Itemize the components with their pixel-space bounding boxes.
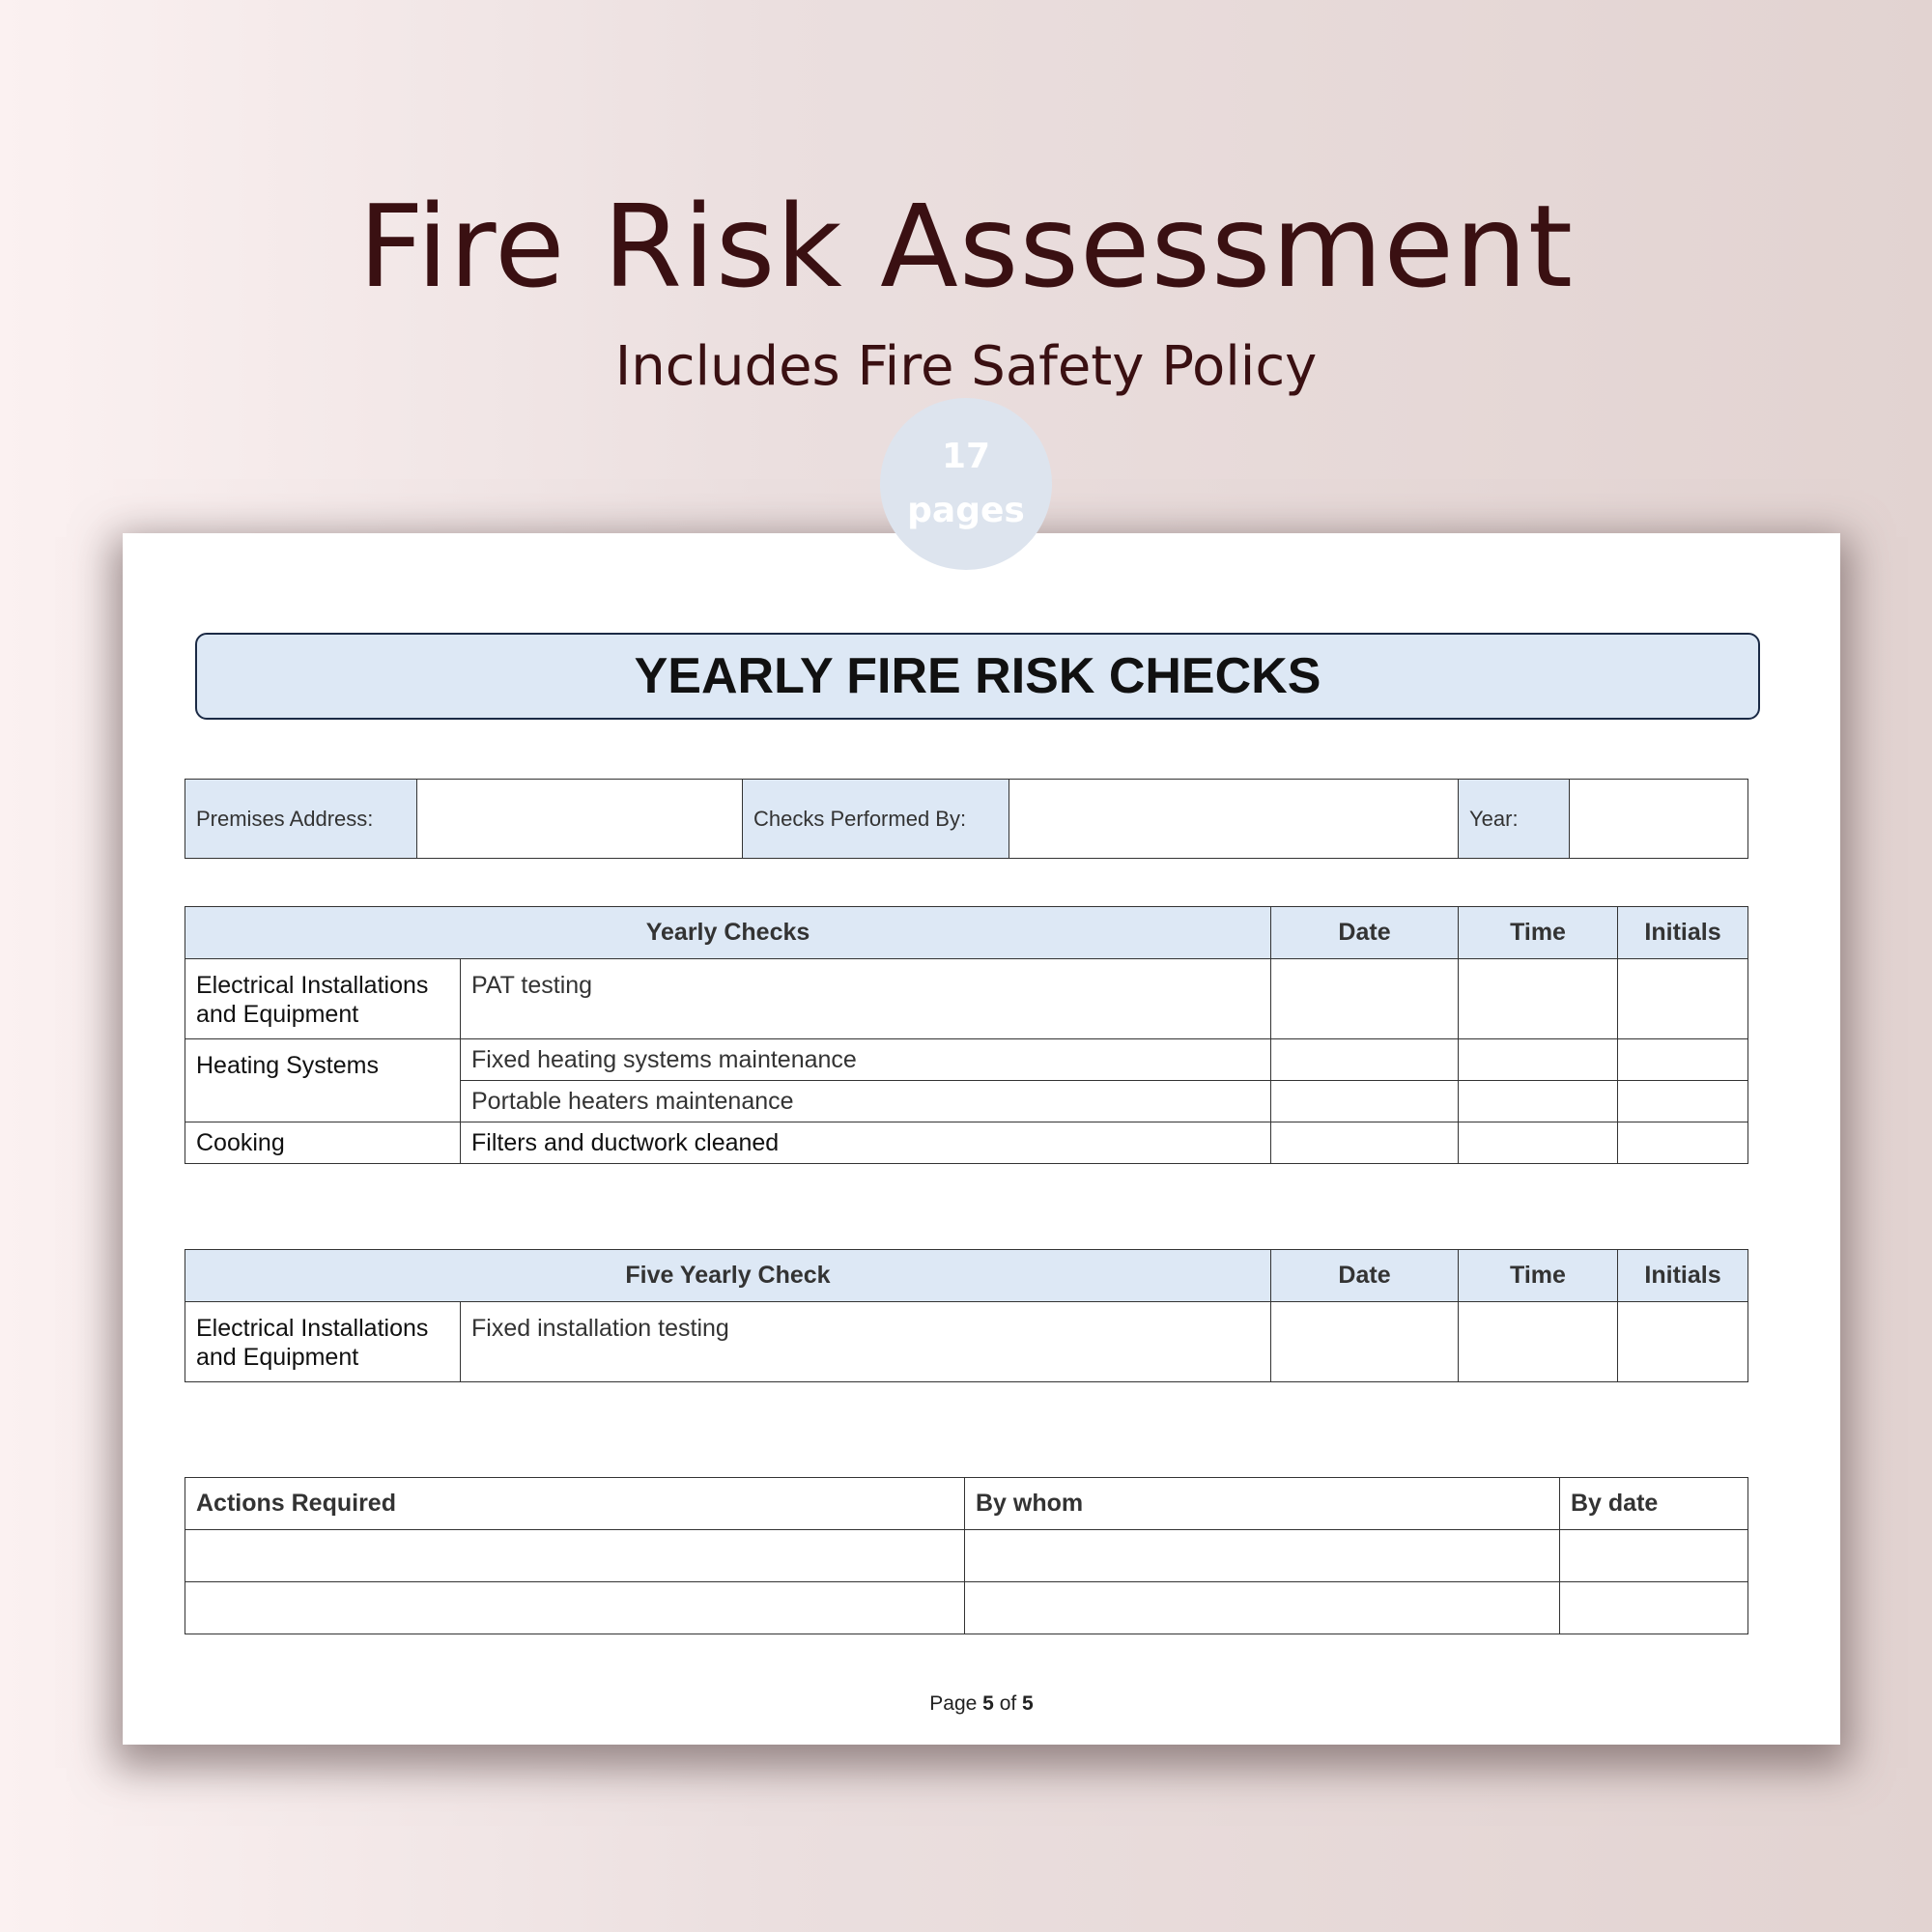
time-header: Time	[1459, 907, 1618, 959]
hero-subtitle: Includes Fire Safety Policy	[614, 335, 1318, 398]
table-row	[185, 1122, 1748, 1164]
premises-address-field[interactable]	[417, 780, 743, 859]
by-date-cell[interactable]	[1560, 1582, 1748, 1634]
check-item: Fixed installation testing	[461, 1302, 1271, 1382]
time-cell[interactable]	[1459, 1302, 1618, 1382]
of-word: of	[999, 1692, 1017, 1715]
date-cell[interactable]	[1271, 959, 1459, 1039]
checks-performed-by-label: Checks Performed By:	[743, 780, 1009, 859]
year-label: Year:	[1459, 780, 1570, 859]
checks-performed-by-field[interactable]	[1009, 780, 1459, 859]
actions-required-header: Actions Required	[185, 1478, 965, 1530]
initials-header: Initials	[1618, 907, 1748, 959]
page-count-badge	[880, 398, 1052, 570]
page-word: Page	[929, 1692, 978, 1715]
table-row	[185, 1039, 1748, 1081]
time-header: Time	[1459, 1250, 1618, 1302]
info-table	[185, 779, 1748, 859]
time-cell[interactable]	[1459, 1122, 1618, 1164]
date-cell[interactable]	[1271, 1081, 1459, 1122]
check-category: Heating Systems	[185, 1039, 461, 1122]
total-pages: 5	[1022, 1692, 1034, 1715]
by-whom-cell[interactable]	[965, 1530, 1560, 1582]
premises-address-label: Premises Address:	[185, 780, 417, 859]
initials-cell[interactable]	[1618, 1081, 1748, 1122]
check-item: PAT testing	[461, 959, 1271, 1039]
check-category: Electrical Installations and Equipment	[185, 959, 461, 1039]
actions-table	[185, 1477, 1748, 1634]
hero-title: Fire Risk Assessment	[357, 180, 1575, 313]
date-header: Date	[1271, 907, 1459, 959]
time-cell[interactable]	[1459, 959, 1618, 1039]
action-cell[interactable]	[185, 1582, 965, 1634]
date-cell[interactable]	[1271, 1122, 1459, 1164]
by-date-header: By date	[1560, 1478, 1748, 1530]
five-yearly-check-header: Five Yearly Check	[185, 1250, 1271, 1302]
time-cell[interactable]	[1459, 1081, 1618, 1122]
initials-cell[interactable]	[1618, 1039, 1748, 1081]
table-row	[185, 959, 1748, 1039]
initials-cell[interactable]	[1618, 1122, 1748, 1164]
time-cell[interactable]	[1459, 1039, 1618, 1081]
date-cell[interactable]	[1271, 1039, 1459, 1081]
table-row	[185, 1530, 1748, 1582]
current-page: 5	[982, 1692, 994, 1715]
initials-cell[interactable]	[1618, 1302, 1748, 1382]
check-item: Filters and ductwork cleaned	[461, 1122, 1271, 1164]
check-category: Electrical Installations and Equipment	[185, 1302, 461, 1382]
date-header: Date	[1271, 1250, 1459, 1302]
table-row	[185, 1582, 1748, 1634]
action-cell[interactable]	[185, 1530, 965, 1582]
by-whom-cell[interactable]	[965, 1582, 1560, 1634]
table-row	[185, 1302, 1748, 1382]
initials-header: Initials	[1618, 1250, 1748, 1302]
check-item: Portable heaters maintenance	[461, 1081, 1271, 1122]
badge-unit: pages	[907, 491, 1025, 530]
yearly-checks-table	[185, 906, 1748, 1164]
check-category: Cooking	[185, 1122, 461, 1164]
yearly-checks-header: Yearly Checks	[185, 907, 1271, 959]
date-cell[interactable]	[1271, 1302, 1459, 1382]
by-whom-header: By whom	[965, 1478, 1560, 1530]
year-field[interactable]	[1570, 780, 1748, 859]
form-sheet	[123, 533, 1840, 1745]
check-item: Fixed heating systems maintenance	[461, 1039, 1271, 1081]
page-footer	[123, 1692, 1840, 1716]
five-yearly-check-table	[185, 1249, 1748, 1382]
by-date-cell[interactable]	[1560, 1530, 1748, 1582]
badge-number: 17	[941, 437, 991, 476]
form-title: YEARLY FIRE RISK CHECKS	[195, 633, 1760, 720]
initials-cell[interactable]	[1618, 959, 1748, 1039]
